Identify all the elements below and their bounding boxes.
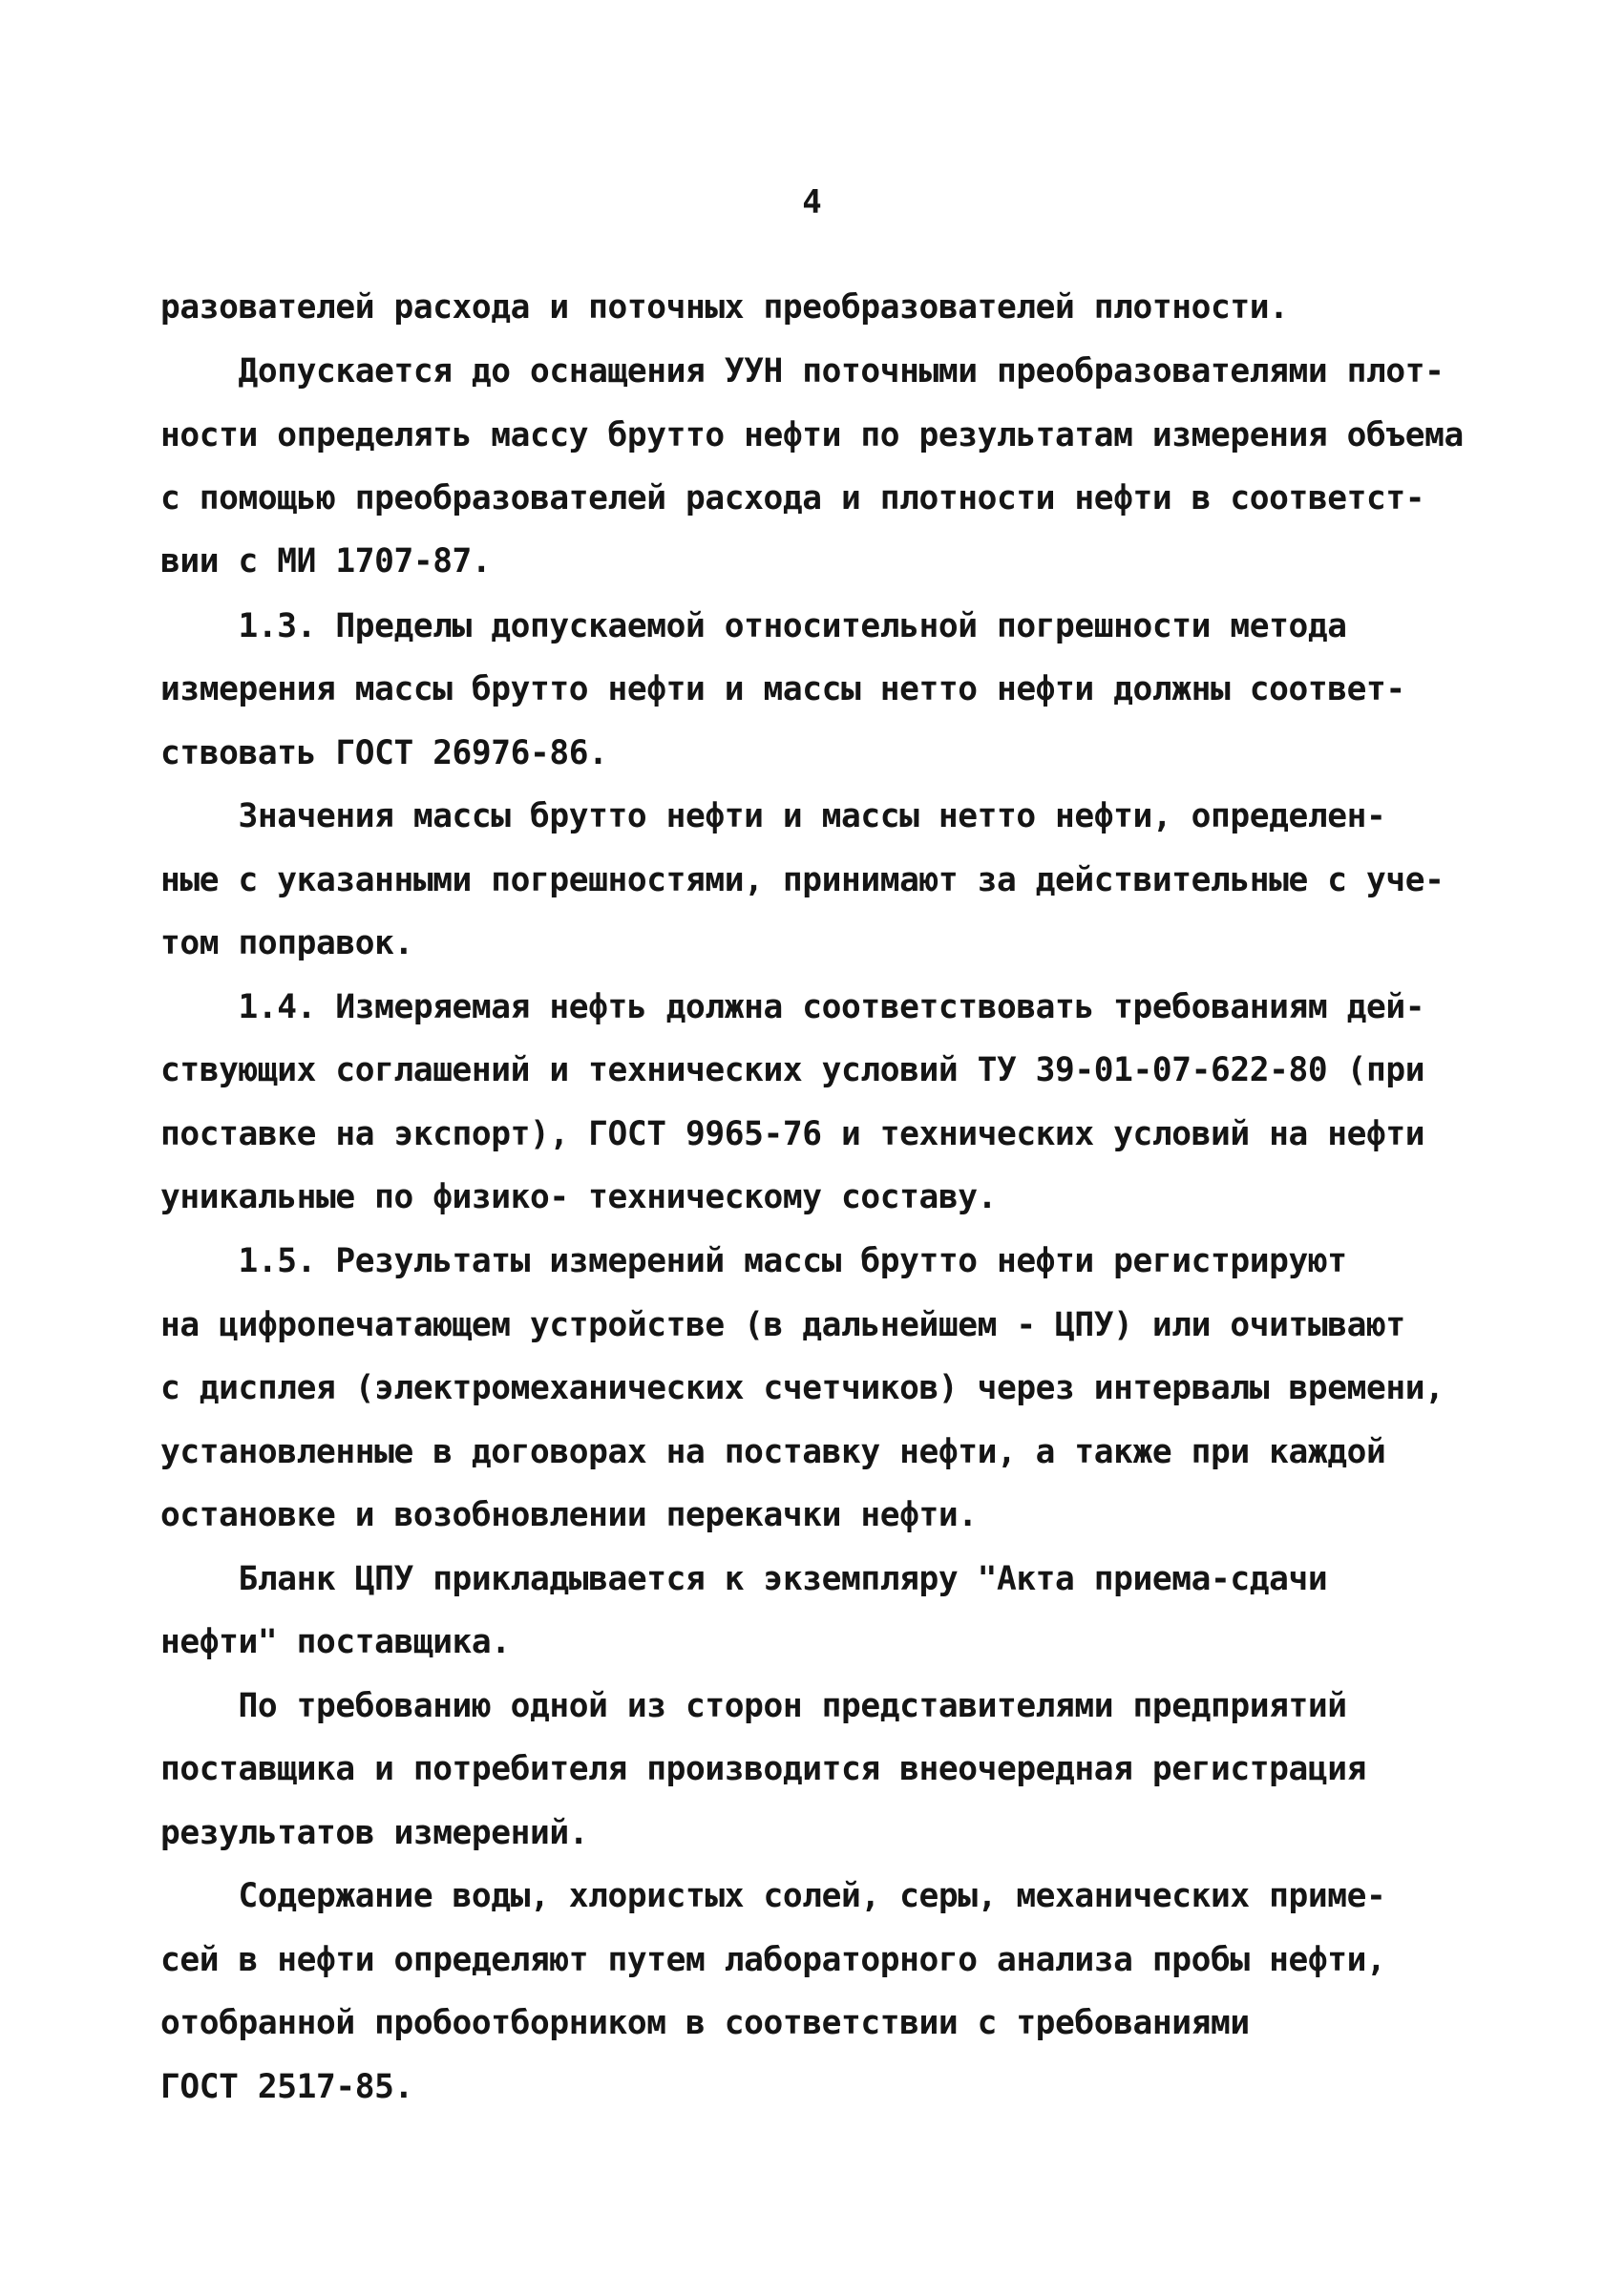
text-line: Допускается до оснащения УУН поточными преобразователями плот- bbox=[160, 352, 1445, 390]
text-line: измерения массы брутто нефти и массы нетто нефти должны соответ- bbox=[160, 670, 1405, 708]
text-line: 1.4. Измеряемая нефть должна соответствовать требованиям дей- bbox=[160, 988, 1425, 1026]
text-line: нефти" поставщика. bbox=[160, 1623, 511, 1661]
text-line: том поправок. bbox=[160, 924, 413, 962]
text-line: разователей расхода и поточных преобразователей плотности. bbox=[160, 288, 1289, 327]
text-line: на цифропечатающем устройстве (в дальнейшем - ЦПУ) или очитывают bbox=[160, 1306, 1405, 1344]
text-line: поставщика и потребителя производится внеочередная регистрация bbox=[160, 1750, 1366, 1788]
text-line: ствующих соглашений и технических условий ТУ 39-01-07-622-80 (при bbox=[160, 1051, 1425, 1089]
text-line: уникальные по физико- техническому составу. bbox=[160, 1178, 997, 1216]
text-line: ности определять массу брутто нефти по результатам измерения объема bbox=[160, 416, 1464, 454]
text-line: Содержание воды, хлористых солей, серы, механических приме- bbox=[160, 1877, 1386, 1915]
text-line: поставке на экспорт), ГОСТ 9965-76 и технических условий на нефти bbox=[160, 1115, 1425, 1153]
text-line: результатов измерений. bbox=[160, 1814, 589, 1852]
text-line: По требованию одной из сторон представителями предприятий bbox=[160, 1687, 1347, 1725]
text-line: 1.3. Пределы допускаемой относительной погрешности метода bbox=[160, 607, 1347, 645]
text-line: Значения массы брутто нефти и массы нетто нефти, определен- bbox=[160, 797, 1386, 835]
text-line: Бланк ЦПУ прикладывается к экземпляру "Акта приема-сдачи bbox=[160, 1560, 1328, 1598]
text-line: 1.5. Результаты измерений массы брутто нефти регистрируют bbox=[160, 1242, 1347, 1280]
page-number: 4 bbox=[802, 183, 822, 222]
text-line: остановке и возобновлении перекачки нефти. bbox=[160, 1496, 978, 1534]
text-line: отобранной пробоотборником в соответствии с требованиями bbox=[160, 2004, 1250, 2042]
text-line: вии с МИ 1707-87. bbox=[160, 542, 492, 580]
text-line: с дисплея (электромеханических счетчиков) через интервалы времени, bbox=[160, 1369, 1445, 1407]
text-line: сей в нефти определяют путем лабораторного анализа пробы нефти, bbox=[160, 1941, 1386, 1979]
text-line: ГОСТ 2517-85. bbox=[160, 2068, 413, 2106]
text-line: ствовать ГОСТ 26976-86. bbox=[160, 734, 608, 772]
text-line: с помощью преобразователей расхода и плотности нефти в соответст- bbox=[160, 479, 1425, 517]
text-line: ные с указанными погрешностями, принимают за действительные с уче- bbox=[160, 861, 1445, 899]
text-line: установленные в договорах на поставку нефти, а также при каждой bbox=[160, 1433, 1386, 1471]
